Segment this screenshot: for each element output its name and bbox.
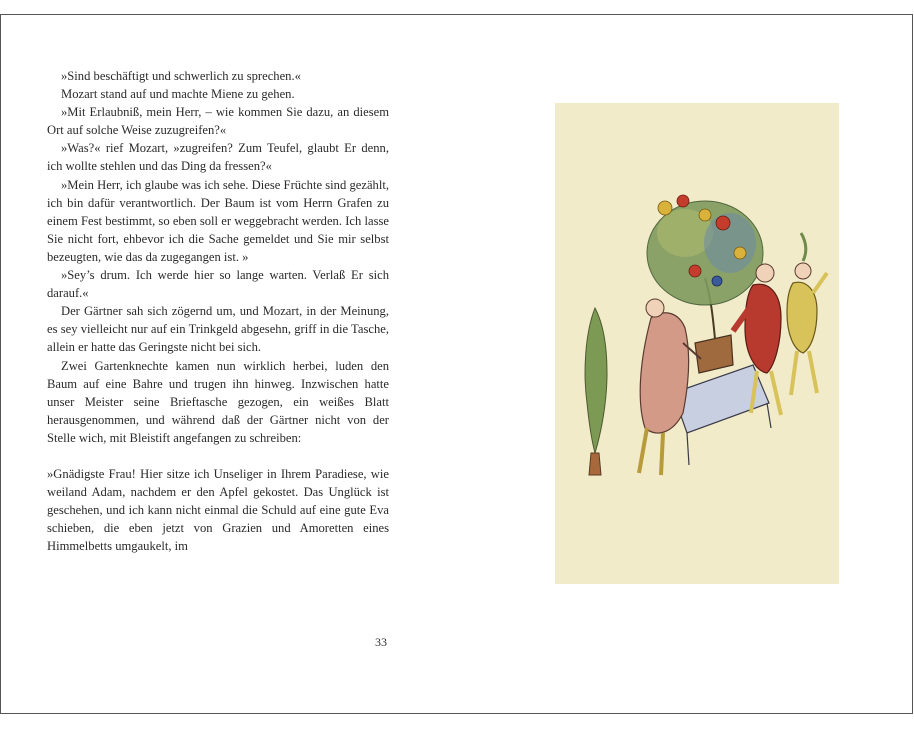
watercolor-illustration <box>555 103 839 584</box>
paragraph: »Sind beschäftigt und schwerlich zu sprechen.« <box>61 69 301 83</box>
garden-scene-drawing <box>555 103 839 584</box>
cypress-shrub <box>585 308 607 475</box>
book-spread <box>0 14 913 714</box>
letter-paragraph: »Gnädigste Frau! Hier sitze ich Unseliger in Ihrem Paradiese, wie weiland Adam, nachdem er den Apfel gekostet. Das Unglück ist geschehen, und ich kann nicht einmal die Schuld auf eine gute Eva schieben, die eben jetzt von Grazien und Amoretten eines Himmelbetts umgaukelt, im <box>47 466 389 554</box>
paragraph: »Mein Herr, ich glaube was ich sehe. Diese Früchte sind gezählt, ich bin dafür verantwortlich. Der Baum ist vom Herrn Grafen zu einem Fest bestimmt, so eben soll er weggebracht werden. Ich lasse Sie nicht fort, ehbevor ich die Sache gemeldet und Sie mir selbst bezeugten, wie das da zugegangen ist. » <box>47 177 389 264</box>
paragraph: »Mit Erlaubniß, mein Herr, – wie kommen Sie dazu, an diesem Ort auf solche Weise zuzugreifen?« <box>47 105 389 138</box>
page-number: 33 <box>375 635 387 649</box>
paragraph: Der Gärtner sah sich zögernd um, und Mozart, in der Meinung, es sey vielleicht nur auf ein Trinkgeld abgesehn, griff in die Tasche, allein er hatte das Geringste nicht bei sich. <box>47 304 389 355</box>
paragraph: Zwei Gartenknechte kamen nun wirklich herbei, luden den Baum auf eine Bahre und trugen ihn hinweg. Inzwischen hatte unser Meister seine Brieftasche gezogen, ein weißes Blatt herausgenommen, und während daß der Gärtner nicht von der Stelle wich, mit Bleistift angefangen zu schreiben: <box>47 358 389 445</box>
paragraph: Mozart stand auf und machte Miene zu gehen. <box>61 87 295 102</box>
text-page <box>47 67 389 555</box>
paragraph: »Sey’s drum. Ich werde hier so lange warten. Verlaß Er sich darauf.« <box>47 268 389 301</box>
servant-figure <box>787 233 827 395</box>
paragraph: »Was?« rief Mozart, »zugreifen? Zum Teufel, glaubt Er denn, ich wollte stehlen und das Ding da fressen?« <box>47 141 389 174</box>
